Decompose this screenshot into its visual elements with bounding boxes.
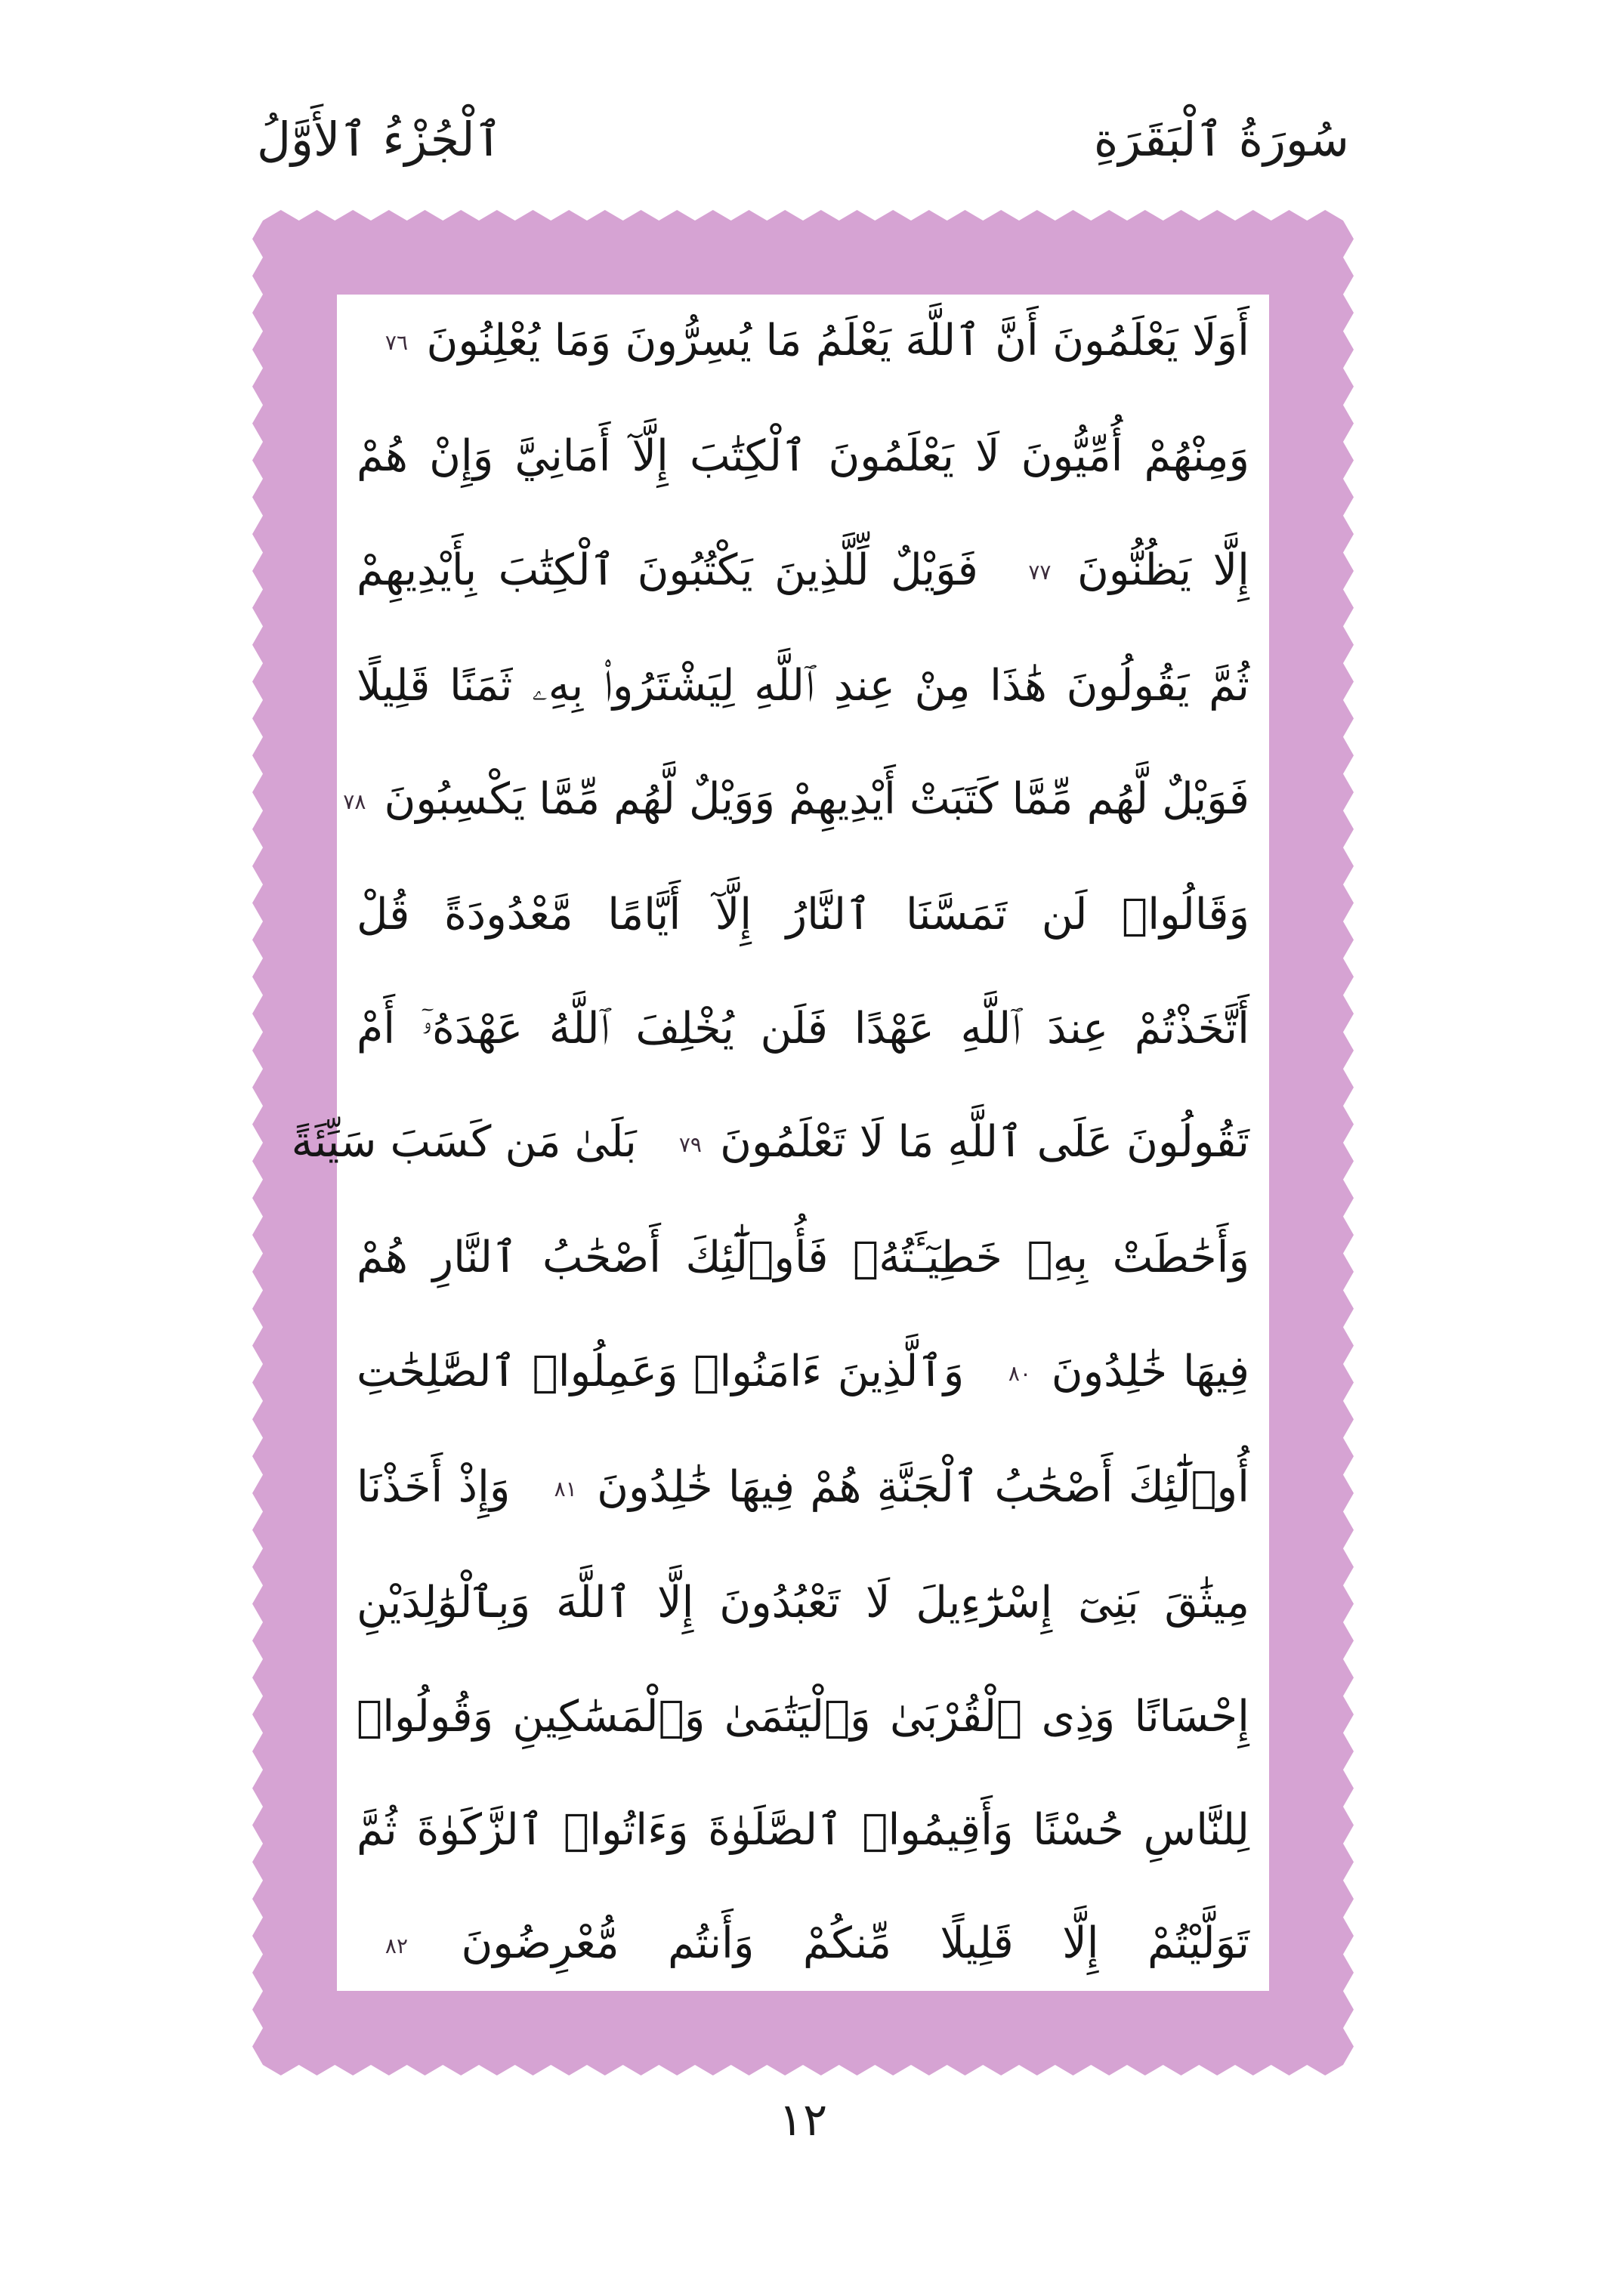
quran-text-block (291, 296, 1268, 1991)
ayah-number-marker: ٨٠ (984, 1350, 1031, 1397)
ayah-number-marker: ٧٦ (361, 319, 408, 366)
verse-text: لِلنَّاسِ حُسْنًا وَأَقِيمُوا۟ ٱلصَّلَوٰةَ وَءَاتُوا۟ ٱلزَّكَوٰةَ ثُمَّ (357, 1805, 1249, 1856)
verse-text: وَٱلَّذِينَ ءَامَنُوا۟ وَعَمِلُوا۟ ٱلصَّٰلِحَٰتِ (357, 1346, 965, 1396)
verse-line (291, 1117, 1249, 1168)
verse-text: بَلَىٰ مَن كَسَبَ سَيِّئَةً (291, 1117, 637, 1168)
verse-line (357, 1807, 1249, 1854)
ayah-number-marker: ٨١ (530, 1466, 577, 1513)
surah-title: سُورَةُ ٱلْبَقَرَةِ (1093, 112, 1349, 167)
verse-text: وَإِذْ أَخَذْنَا (357, 1461, 511, 1512)
verse-text: وَقَالُوا۟ لَن تَمَسَّنَا ٱلنَّارُ إِلَّآ أَيَّامًا مَّعْدُودَةً قُلْ (357, 890, 1249, 940)
page-header (257, 112, 1349, 180)
verse-text: تَقُولُونَ عَلَى ٱللَّهِ مَا لَا تَعْلَمُونَ (720, 1117, 1249, 1168)
ayah-number-marker: ٨٢ (361, 1923, 408, 1970)
verse-line (357, 317, 1249, 366)
verse-text: وَأَحَٰطَتْ بِهِۦ خَطِيٓـَٔتُهُۥ فَأُو۟لَٰٓئِكَ أَصْحَٰبُ ٱلنَّارِ هُمْ (357, 1233, 1249, 1283)
verse-line (357, 433, 1249, 480)
verse-line (357, 891, 1249, 939)
verse-text: أَوَلَا يَعْلَمُونَ أَنَّ ٱللَّهَ يَعْلَمُ مَا يُسِرُّونَ وَمَا يُعْلِنُونَ (426, 316, 1250, 366)
verse-line (357, 1461, 1250, 1513)
verse-text: إِحْسَانًا وَذِى ٱلْقُرْبَىٰ وَٱلْيَتَٰمَىٰ وَٱلْمَسَٰكِينِ وَقُولُوا۟ (357, 1691, 1249, 1742)
verse-line (357, 662, 1249, 710)
verse-line (357, 1579, 1249, 1627)
verse-text: فَوَيْلٌ لِّلَّذِينَ يَكْتُبُونَ ٱلْكِتَٰبَ بِأَيْدِيهِمْ (357, 545, 978, 595)
ayah-number-marker: ٧٨ (319, 779, 366, 826)
ayah-number-marker: ٧٩ (655, 1122, 702, 1168)
verse-line (357, 1005, 1249, 1053)
verse-text: وَمِنْهُمْ أُمِّيُّونَ لَا يَعْلَمُونَ ٱلْكِتَٰبَ إِلَّآ أَمَانِيَّ وَإِنْ هُمْ (357, 431, 1249, 482)
verse-line (357, 1234, 1249, 1282)
verse-text: مِيثَٰقَ بَنِىٓ إِسْرَٰٓءِيلَ لَا تَعْبُدُونَ إِلَّا ٱللَّهَ وَبِٱلْوَٰلِدَيْنِ (357, 1578, 1249, 1628)
verse-line (357, 1693, 1249, 1741)
verse-line (357, 1920, 1249, 1969)
verse-text: أَتَّخَذْتُمْ عِندَ ٱللَّهِ عَهْدًا فَلَن يُخْلِفَ ٱللَّهُ عَهْدَهُۥٓ أَمْ (357, 1003, 1249, 1054)
verse-line (357, 1348, 1249, 1397)
verse-line (343, 774, 1249, 825)
verse-text: تَوَلَّيْتُمْ إِلَّا قَلِيلًا مِّنكُمْ وَأَنتُم مُّعْرِضُونَ (461, 1918, 1249, 1969)
ayah-number-marker: ٧٧ (1004, 549, 1051, 596)
verse-text: إِلَّا يَظُنُّونَ (1076, 545, 1249, 595)
verse-line (357, 547, 1249, 596)
verse-text: فِيهَا خَٰلِدُونَ (1051, 1346, 1249, 1396)
verse-text: ثُمَّ يَقُولُونَ هَٰذَا مِنْ عِندِ ٱللَّهِ لِيَشْتَرُوا۟ بِهِۦ ثَمَنًا قَلِيلًا (357, 660, 1249, 711)
verse-text: أُو۟لَٰٓئِكَ أَصْحَٰبُ ٱلْجَنَّةِ هُمْ فِيهَا خَٰلِدُونَ (597, 1461, 1250, 1512)
verse-text: فَوَيْلٌ لَّهُم مِّمَّا كَتَبَتْ أَيْدِيهِمْ وَوَيْلٌ لَّهُم مِّمَّا يَكْسِبُونَ (384, 774, 1249, 825)
juz-title: ٱلْجُزْءُ ٱلأَوَّلُ (257, 112, 502, 167)
page-number: ١٢ (778, 2094, 828, 2146)
